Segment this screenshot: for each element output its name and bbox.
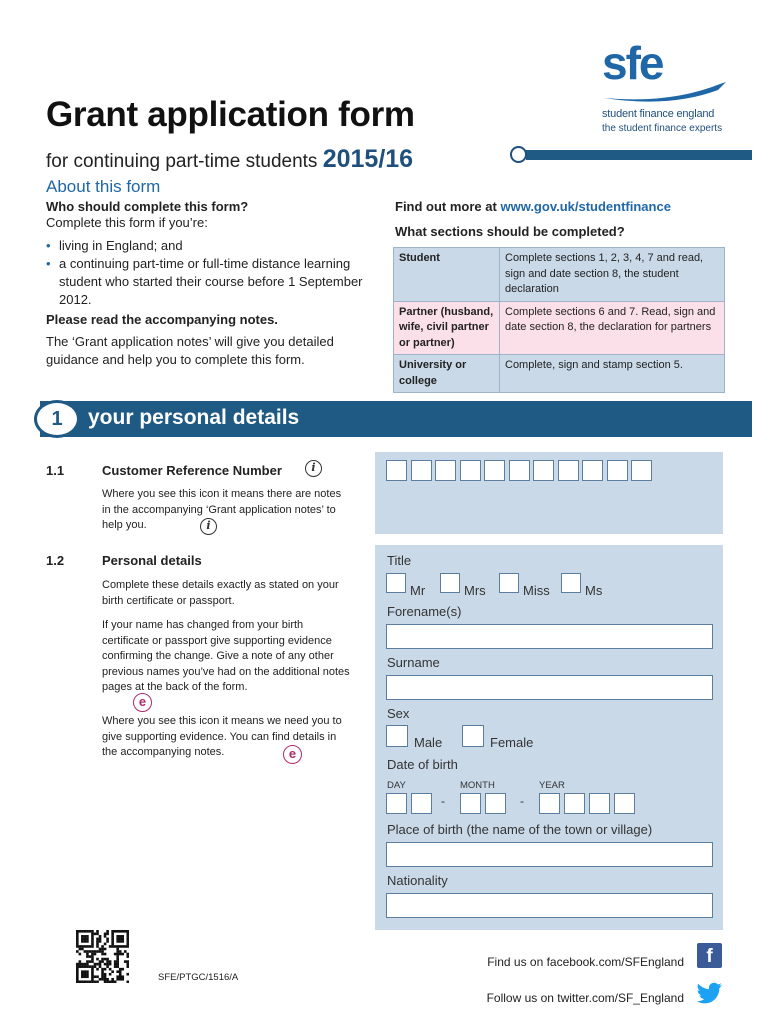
dob-year-label: YEAR (539, 780, 565, 791)
pob-label: Place of birth (the name of the town or village) (387, 822, 653, 837)
dob-month-digit[interactable] (485, 793, 506, 814)
nationality-field[interactable] (386, 893, 713, 918)
sex-female-checkbox[interactable] (462, 725, 484, 747)
eligibility-list (46, 237, 376, 309)
read-notes: Please read the accompanying notes. (46, 312, 278, 327)
guidance-text: The ‘Grant application notes’ will give you detailed guidance and help you to complete this form. (46, 334, 334, 367)
crn-digit-box[interactable] (484, 460, 505, 481)
crn-title: Customer Reference Number (102, 463, 282, 478)
crn-digit-box[interactable] (582, 460, 603, 481)
crn-digit-box[interactable] (631, 460, 652, 481)
role-university: University or college (394, 355, 500, 393)
crn-digit-box[interactable] (411, 460, 432, 481)
sections-table (393, 247, 725, 393)
find-out-prefix: Find out more at (395, 199, 497, 214)
dob-day-label: DAY (387, 780, 406, 791)
surname-field[interactable] (386, 675, 713, 700)
crn-digit-box[interactable] (558, 460, 579, 481)
role-student: Student (394, 248, 500, 302)
evidence-icon: e (133, 693, 152, 712)
question-number-1-1: 1.1 (46, 463, 65, 478)
list-item: • a continuing part-time or full-time distance learning student who started their course before 1 September 2012. (46, 255, 376, 309)
sex-female-label: Female (490, 735, 534, 750)
dob-year-digit[interactable] (564, 793, 585, 814)
academic-year: 2015/16 (322, 145, 414, 173)
title-miss-checkbox[interactable] (499, 573, 519, 593)
crn-digit-box[interactable] (460, 460, 481, 481)
forename-field[interactable] (386, 624, 713, 649)
crn-digit-box[interactable] (509, 460, 530, 481)
section-title: your personal details (88, 406, 300, 429)
personal-p3: Where you see this icon it means we need you to give supporting evidence. You can find details in the accompanying notes. (102, 715, 342, 758)
forename-label: Forename(s) (387, 604, 462, 619)
sex-male-label: Male (414, 735, 443, 750)
dob-separator: - (520, 794, 524, 808)
title-ms-checkbox[interactable] (561, 573, 581, 593)
question-number-1-2: 1.2 (46, 553, 65, 568)
who-intro: Complete this form if you’re: (46, 215, 208, 230)
table-row (394, 355, 725, 393)
about-heading: About this form (46, 177, 161, 196)
info-note: Where you see this icon it means there are notes in the accompanying ‘Grant application notes’ to help you. (102, 488, 342, 531)
info-icon: i (200, 518, 217, 535)
crn-digit-box[interactable] (607, 460, 628, 481)
dob-month-label: MONTH (460, 780, 495, 791)
crn-digit-box[interactable] (533, 460, 554, 481)
find-out-more (395, 198, 671, 216)
dob-year-digit[interactable] (589, 793, 610, 814)
table-row (394, 301, 725, 355)
form-reference: SFE/PTGC/1516/A (158, 972, 239, 983)
dob-month-digit[interactable] (460, 793, 481, 814)
evidence-icon: e (283, 745, 302, 764)
sfe-logo-word: sfe (602, 37, 663, 89)
logo-swoosh-icon (600, 78, 728, 104)
student-instructions: Complete sections 1, 2, 3, 4, 7 and read, sign and date section 8, the student declaration (500, 248, 725, 302)
title-mr-label: Mr (410, 583, 426, 598)
role-partner: Partner (husband, wife, civil partner or partner) (394, 301, 500, 355)
surname-label: Surname (387, 655, 440, 670)
qr-code (76, 930, 129, 983)
subtitle-circle (510, 146, 527, 163)
logo-line-2: the student finance experts (602, 123, 723, 134)
twitter-icon[interactable] (697, 982, 723, 1004)
dob-year-digit[interactable] (539, 793, 560, 814)
title-mr-checkbox[interactable] (386, 573, 406, 593)
university-instructions: Complete, sign and stamp section 5. (500, 355, 725, 393)
title-mrs-checkbox[interactable] (440, 573, 460, 593)
personal-p2: If your name has changed from your birth certificate or passport give supporting evidence confirming the change. Give a note of any other previous names you’ve had on the additional notes pages at the back of the form. (102, 619, 350, 693)
facebook-text: Find us on facebook.com/SFEngland (487, 955, 684, 969)
dob-day-digit[interactable] (411, 793, 432, 814)
studentfinance-link[interactable]: www.gov.uk/studentfinance (500, 199, 671, 214)
nationality-label: Nationality (387, 873, 448, 888)
sex-male-checkbox[interactable] (386, 725, 408, 747)
list-item: • living in England; and (46, 237, 376, 255)
twitter-text: Follow us on twitter.com/SF_England (486, 991, 684, 1005)
dob-label: Date of birth (387, 757, 458, 772)
title-ms-label: Ms (585, 583, 603, 598)
table-row (394, 248, 725, 302)
dob-year-digit[interactable] (614, 793, 635, 814)
crn-digit-box[interactable] (386, 460, 407, 481)
facebook-icon[interactable]: f (697, 943, 722, 968)
title-mrs-label: Mrs (464, 583, 486, 598)
title-miss-label: Miss (523, 583, 550, 598)
dob-separator: - (441, 794, 445, 808)
crn-digit-box[interactable] (435, 460, 456, 481)
info-icon: i (305, 460, 322, 477)
sex-label: Sex (387, 706, 410, 721)
dob-day-digit[interactable] (386, 793, 407, 814)
place-of-birth-field[interactable] (386, 842, 713, 867)
page-title: Grant application form (46, 95, 415, 134)
subtitle-text: for continuing part-time students (46, 151, 318, 172)
sections-question: What sections should be completed? (395, 224, 625, 239)
title-label: Title (387, 553, 412, 568)
subtitle-bar (526, 150, 752, 160)
who-question: Who should complete this form? (46, 199, 249, 214)
logo-line-1: student finance england (602, 108, 715, 120)
personal-details-title: Personal details (102, 553, 202, 568)
section-number: 1 (34, 400, 80, 438)
partner-instructions: Complete sections 6 and 7. Read, sign and date section 8, the declaration for partners (500, 301, 725, 355)
personal-p1: Complete these details exactly as stated on your birth certificate or passport. (102, 579, 339, 607)
page-subtitle (46, 145, 413, 174)
